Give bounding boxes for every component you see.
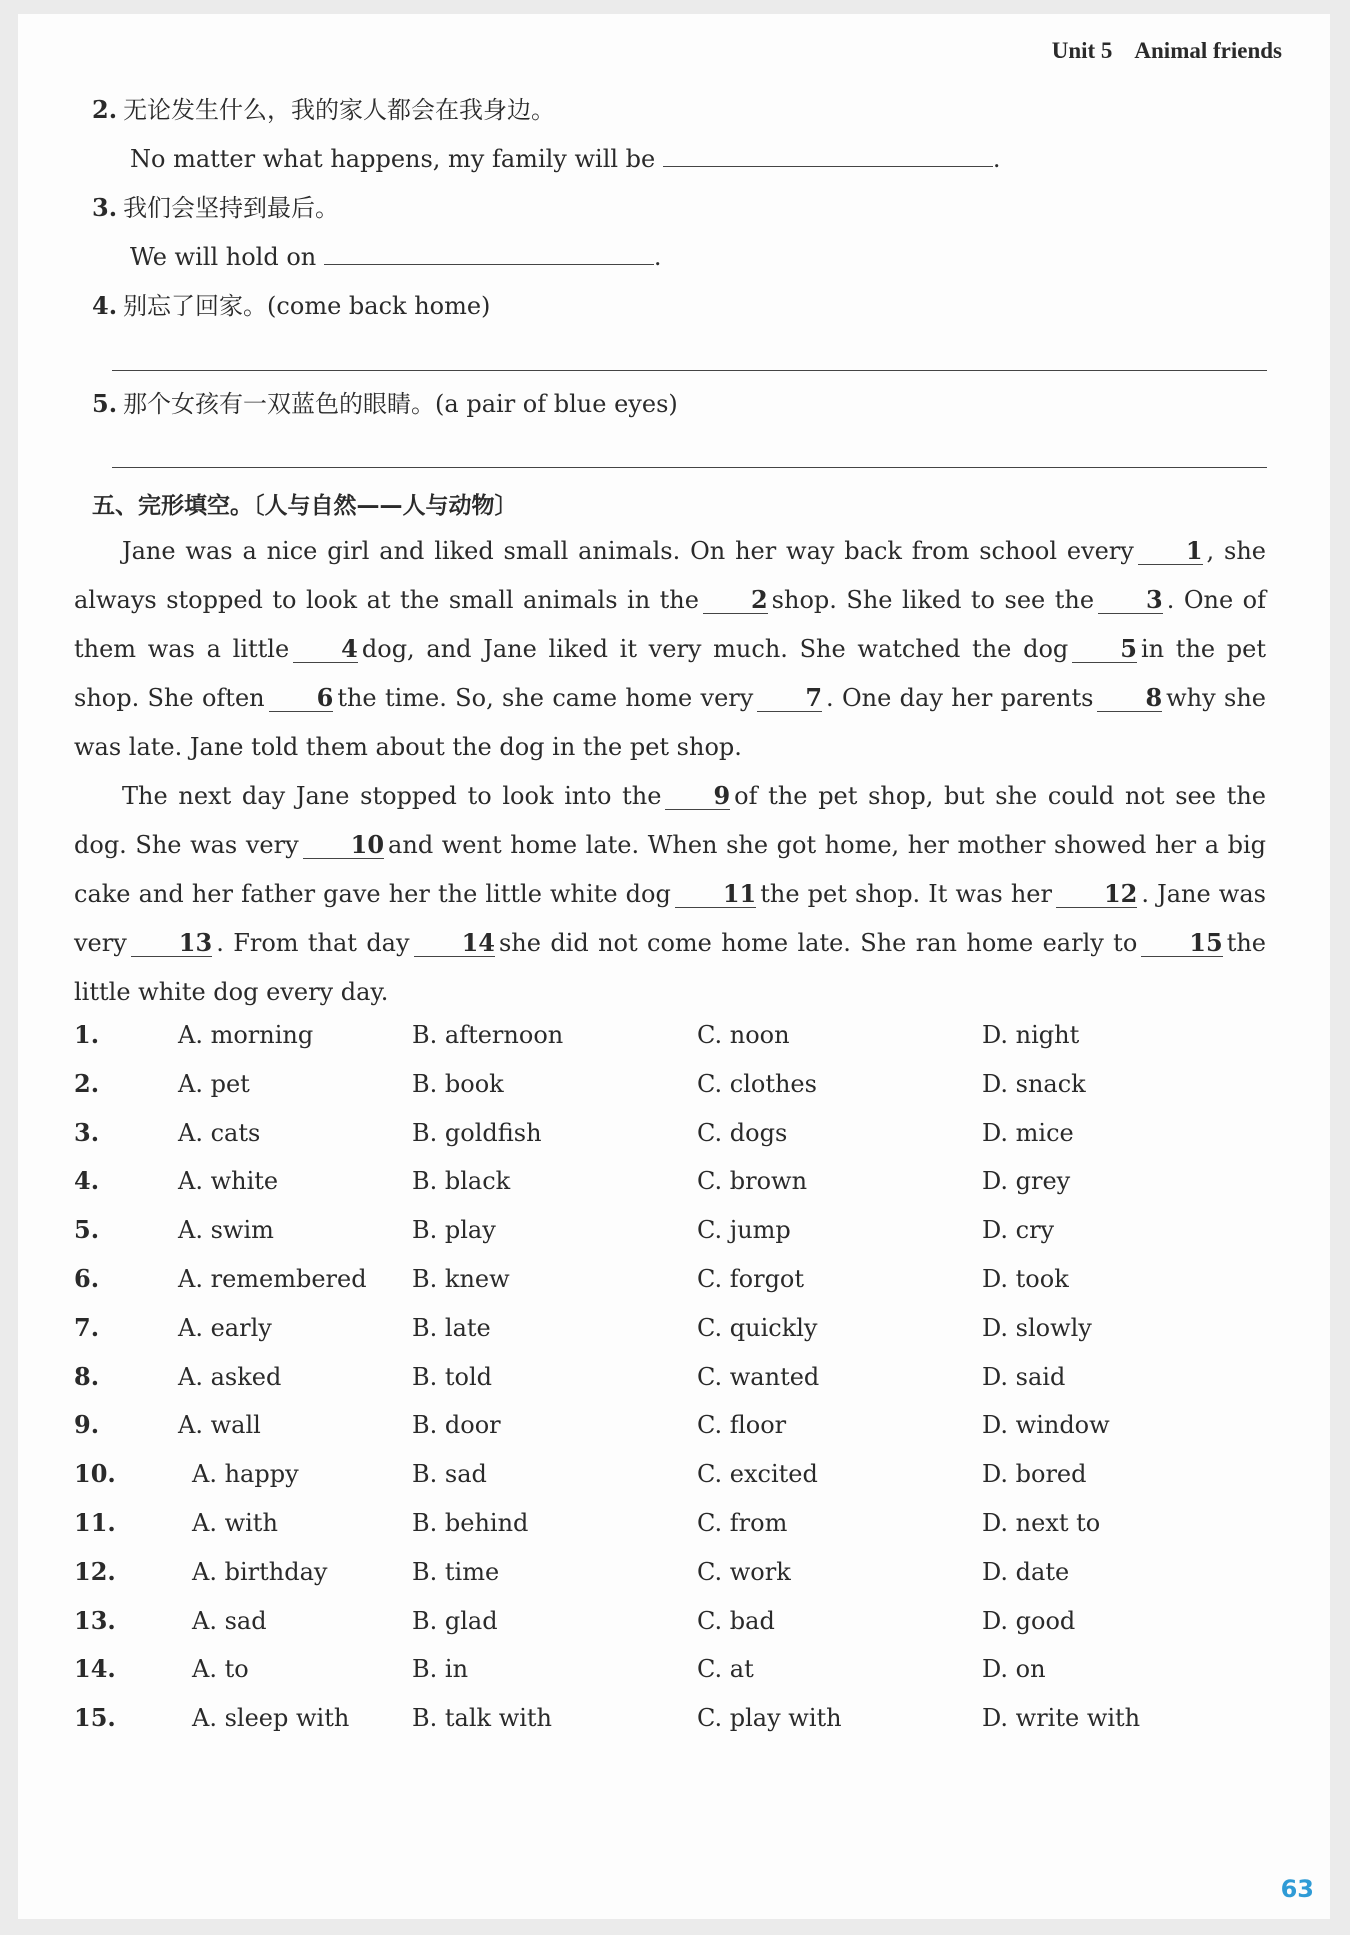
sentence-end: . [653,243,662,271]
option-b[interactable]: B. book [412,1069,504,1098]
gap-7[interactable]: 7 [757,685,822,712]
option-d[interactable]: D. cry [982,1216,1055,1245]
option-a[interactable]: A. sleep with [192,1704,350,1733]
chinese-sentence: 无论发生什么，我的家人都会在我身边。 [123,96,556,124]
option-d[interactable]: D. night [982,1021,1080,1049]
option-c[interactable]: C. work [697,1557,791,1586]
option-a[interactable]: A. to [192,1655,249,1684]
item-number: 4. [92,291,118,320]
question-number: 14. [74,1654,116,1684]
option-b[interactable]: B. black [412,1167,511,1196]
gap-13[interactable]: 13 [131,930,212,957]
option-c[interactable]: C. wanted [697,1362,820,1391]
question-number: 5. [74,1215,100,1245]
option-c[interactable]: C. play with [697,1704,842,1733]
question-number: 12. [74,1556,116,1586]
question-number: 7. [74,1312,100,1342]
chinese-sentence: 我们会坚持到最后。 [123,194,340,222]
passage-text: why she was late. Jane told them about the dog in the pet shop. [74,684,1266,761]
option-d[interactable]: D. on [982,1655,1046,1684]
answer-line-4[interactable] [112,370,1267,371]
translation-item-2-prompt [92,94,555,126]
question-number: 11. [74,1508,116,1537]
unit-label: Unit 5 [1051,38,1113,63]
item-number: 2. [92,95,118,124]
option-a[interactable]: A. wall [178,1411,261,1440]
passage-text: . One day her parents [826,684,1094,712]
option-a[interactable]: A. morning [178,1021,314,1049]
passage-text: in the pet shop. She often [74,635,1267,712]
option-d[interactable]: D. bored [982,1460,1087,1489]
option-d[interactable]: D. good [982,1606,1076,1635]
option-b[interactable]: B. play [412,1216,496,1245]
option-a[interactable]: A. sad [192,1606,267,1635]
option-d[interactable]: D. next to [982,1509,1101,1537]
option-a[interactable]: A. white [178,1167,279,1196]
translation-item-2-answer [130,143,1001,175]
option-d[interactable]: D. write with [982,1704,1141,1733]
gap-8[interactable]: 8 [1097,685,1162,712]
passage-text: . From that day [216,929,410,957]
gap-2[interactable]: 2 [703,587,768,614]
question-number: 10. [74,1459,116,1489]
option-d[interactable]: D. grey [982,1167,1071,1196]
sentence-end: . [992,145,1001,173]
passage-text: . Jane was very [74,880,1266,957]
question-number: 13. [74,1605,116,1635]
question-number: 1. [74,1020,100,1049]
option-b[interactable]: B. knew [412,1265,510,1293]
chinese-sentence: 别忘了回家。(come back home) [123,292,491,320]
option-c[interactable]: C. from [697,1509,788,1537]
passage-text: and went home late. When she got home, her mother showed her a big cake and her father gave her the little white dog [74,831,1266,908]
translation-item-4-prompt [92,290,490,322]
option-b[interactable]: B. glad [412,1606,498,1635]
passage-text: the pet shop. It was her [760,880,1052,908]
question-number: 9. [74,1410,100,1440]
option-a[interactable]: A. remembered [178,1265,367,1293]
chinese-sentence: 那个女孩有一双蓝色的眼睛。(a pair of blue eyes) [123,390,678,418]
gap-4[interactable]: 4 [293,636,358,663]
translation-item-3-prompt [92,192,339,224]
gap-14[interactable]: 14 [414,930,495,957]
option-c[interactable]: C. clothes [697,1069,817,1098]
option-c[interactable]: C. at [697,1655,754,1684]
option-a[interactable]: A. pet [178,1069,250,1098]
unit-title: Animal friends [1134,38,1282,63]
option-d[interactable]: D. said [982,1362,1066,1391]
option-d[interactable]: D. window [982,1411,1110,1440]
question-number: 3. [74,1117,100,1147]
passage-text: she did not come home late. She ran home early to [498,929,1138,957]
gap-12[interactable]: 12 [1056,881,1137,908]
option-c[interactable]: C. brown [697,1167,808,1196]
option-b[interactable]: B. time [412,1557,500,1586]
gap-11[interactable]: 11 [675,881,756,908]
option-d[interactable]: D. mice [982,1118,1074,1147]
question-number: 2. [74,1068,100,1098]
passage-text: The next day Jane stopped to look into the [122,782,662,810]
option-b[interactable]: B. late [412,1313,491,1342]
option-a[interactable]: A. with [192,1509,278,1537]
option-a[interactable]: A. early [178,1313,272,1342]
passage-text: dog, and Jane liked it very much. She watched the dog [361,635,1069,663]
option-b[interactable]: B. behind [412,1509,529,1537]
option-c[interactable]: C. excited [697,1460,818,1489]
option-b[interactable]: B. talk with [412,1704,553,1733]
option-a[interactable]: A. asked [178,1362,282,1391]
option-a[interactable]: A. cats [178,1118,261,1147]
gap-10[interactable]: 10 [303,832,384,859]
option-b[interactable]: B. in [412,1655,469,1684]
translation-item-5-prompt [92,388,678,420]
option-c[interactable]: C. forgot [697,1265,805,1293]
option-b[interactable]: B. sad [412,1460,487,1489]
gap-5[interactable]: 5 [1072,636,1137,663]
passage-text: of the pet shop, but she could not see the dog. She was very [74,782,1266,859]
option-c[interactable]: C. bad [697,1606,775,1635]
paragraph-2 [74,772,1266,1017]
option-a[interactable]: A. happy [192,1460,299,1489]
option-c[interactable]: C. quickly [697,1313,818,1342]
option-c[interactable]: C. noon [697,1021,790,1049]
gap-6[interactable]: 6 [269,685,334,712]
option-d[interactable]: D. date [982,1557,1070,1586]
answer-line-5[interactable] [112,467,1267,468]
passage-text: Jane was a nice girl and liked small animals. On her way back from school every [122,537,1134,565]
option-d[interactable]: D. snack [982,1069,1086,1098]
unit-header [1052,38,1282,64]
gap-15[interactable]: 15 [1141,930,1222,957]
option-c[interactable]: C. jump [697,1216,791,1245]
cloze-passage [74,527,1266,1017]
option-b[interactable]: B. told [412,1362,493,1391]
answer-blank[interactable] [663,166,993,167]
answer-blank[interactable] [324,264,654,265]
passage-text: . One of them was a little [74,586,1267,663]
passage-text: the little white dog every day. [74,929,1266,1006]
page-number: 63 [1280,1875,1314,1903]
option-a[interactable]: A. birthday [192,1557,328,1586]
english-stem: We will hold on [130,243,317,271]
option-b[interactable]: B. goldfish [412,1118,542,1147]
gap-3[interactable]: 3 [1098,587,1163,614]
option-b[interactable]: B. afternoon [412,1021,564,1049]
question-number: 15. [74,1703,116,1733]
option-c[interactable]: C. floor [697,1411,787,1440]
passage-text: the time. So, she came home very [337,684,754,712]
option-a[interactable]: A. swim [178,1216,274,1245]
english-stem: No matter what happens, my family will be [130,145,656,173]
gap-1[interactable]: 1 [1138,538,1203,565]
option-b[interactable]: B. door [412,1411,501,1440]
question-number: 4. [74,1166,100,1196]
translation-item-3-answer [130,241,662,273]
question-number: 6. [74,1264,100,1293]
option-c[interactable]: C. dogs [697,1118,788,1147]
item-number: 3. [92,193,118,222]
question-number: 8. [74,1361,100,1391]
gap-9[interactable]: 9 [665,783,730,810]
passage-text: shop. She liked to see the [771,586,1095,614]
option-d[interactable]: D. slowly [982,1313,1092,1342]
item-number: 5. [92,389,118,418]
paragraph-1 [74,527,1266,772]
passage-text: , she always stopped to look at the small animals in the [74,537,1266,614]
option-d[interactable]: D. took [982,1265,1069,1293]
section-title: 五、完形填空。〔人与自然——人与动物〕 [92,493,518,519]
